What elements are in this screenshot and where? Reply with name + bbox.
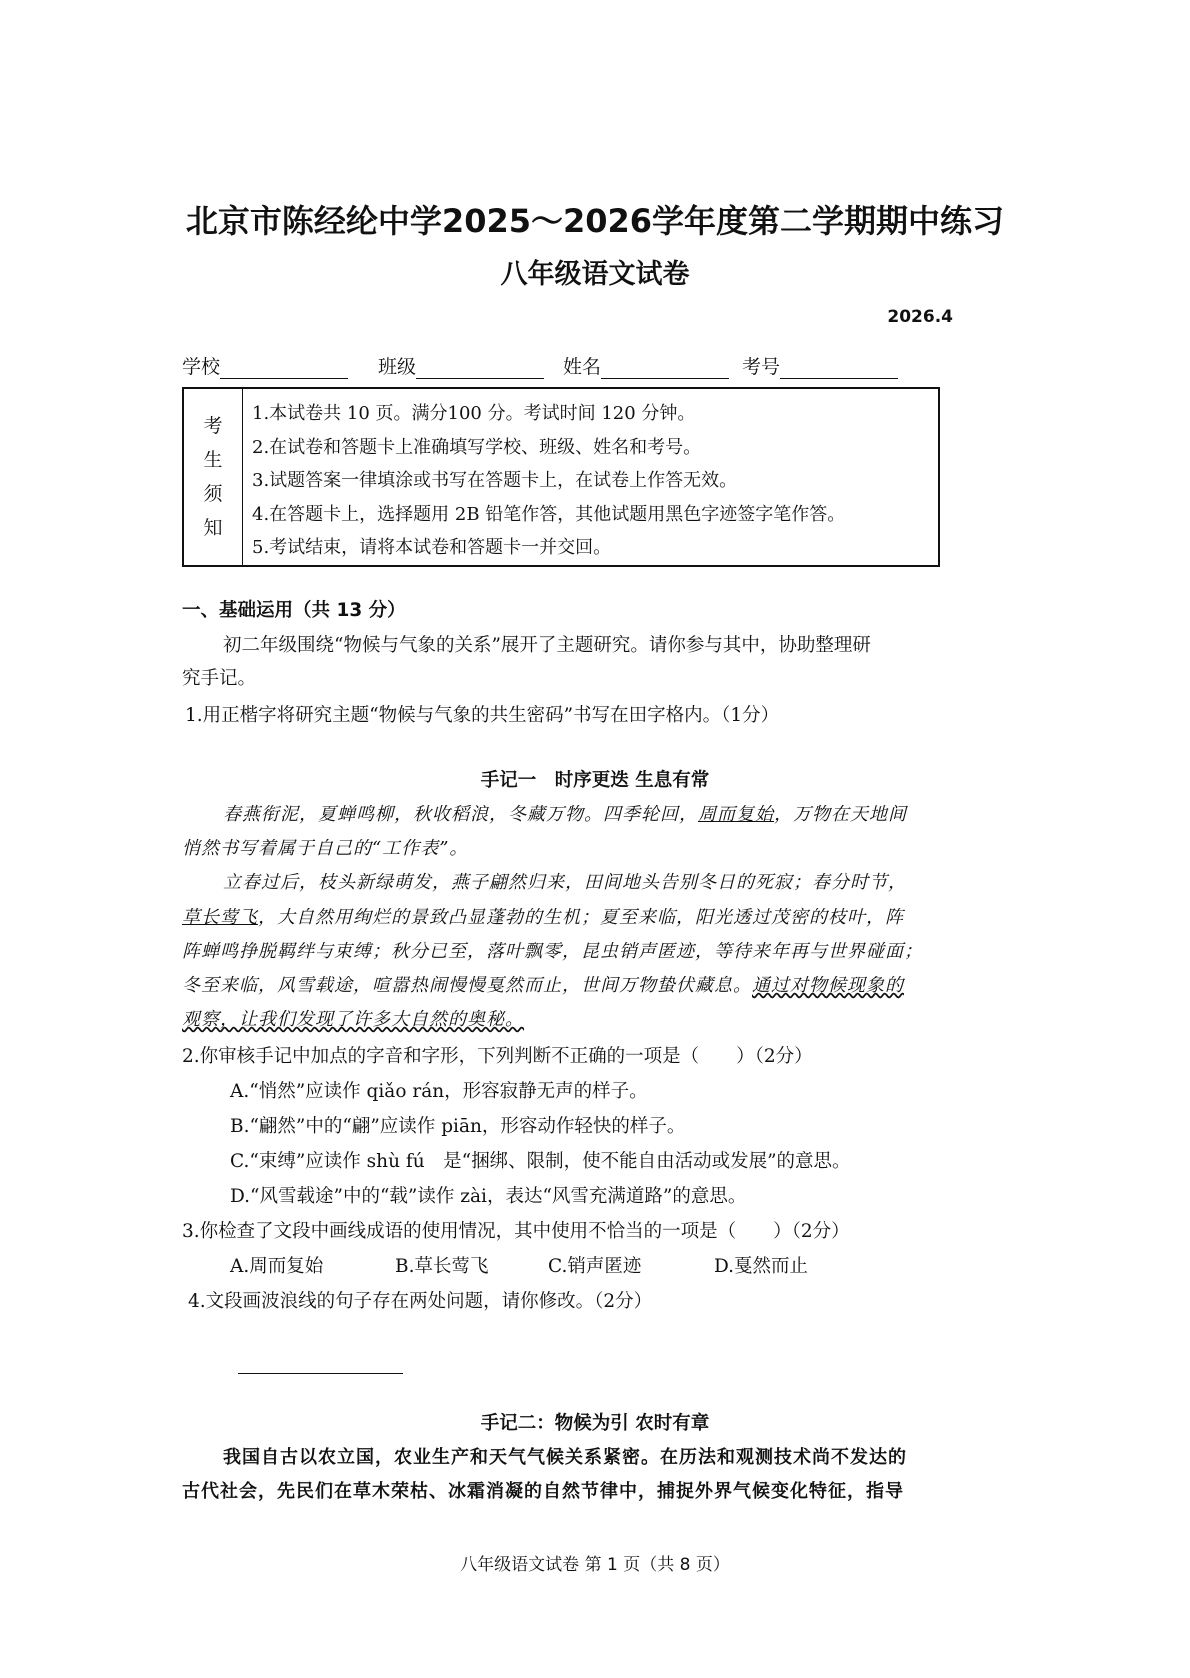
note-1-paragraph: [223, 800, 907, 826]
note-1-text: 春燕衔泥，夏蝉鸣柳，秋收稻浪，冬藏万物。四季轮回，: [223, 804, 698, 825]
q3-option-d[interactable]: D.戛然而止: [714, 1256, 809, 1277]
notice-line: 3.试题答案一律填涂或书写在答题卡上，在试卷上作答无效。: [252, 470, 738, 491]
notice-line: 4.在答题卡上，选择题用 2B 铅笔作答，其他试题用黑色字迹签字笔作答。: [252, 503, 846, 525]
note-1-text: ，万物在天地间: [774, 804, 907, 825]
idiom-underlined: 草长莺飞: [182, 907, 258, 928]
class-field[interactable]: [378, 352, 544, 379]
q3-option-c[interactable]: C.销声匿迹: [548, 1256, 642, 1277]
exam-date: 2026.4: [887, 307, 953, 327]
notice-list: [252, 397, 845, 565]
q3-option-a[interactable]: A.周而复始: [230, 1256, 324, 1277]
page-title: 北京市陈经纶中学2025～2026学年度第二学期期中练习: [185, 202, 1005, 240]
notice-label: [184, 389, 243, 565]
q2-option-b[interactable]: B.“翩然”中的“翩”应读作 piān，形容动作轻快的样子。: [230, 1116, 686, 1137]
note-1-text: ，大自然用绚烂的景致凸显蓬勃的生机；夏至来临，阳光透过茂密的枝叶，阵: [258, 907, 904, 928]
notice-label-char: 考: [203, 415, 223, 437]
school-label: 学校: [182, 356, 221, 378]
question-1: 1.用正楷字将研究主题“物候与气象的共生密码”书写在田字格内。（1分）: [185, 705, 780, 726]
notice-line: 2.在试卷和答题卡上准确填写学校、班级、姓名和考号。: [252, 436, 702, 458]
page-subtitle: 八年级语文试卷: [500, 259, 690, 290]
section-heading: 一、基础运用（共 13 分）: [182, 600, 406, 621]
note-1-paragraph: [182, 1005, 524, 1031]
wavy-sentence: 通过对物候现象的: [752, 975, 904, 996]
school-field[interactable]: [182, 352, 348, 379]
notice-label-char: 生: [203, 449, 223, 471]
notice-box: [182, 387, 940, 567]
answer-blank[interactable]: [238, 1373, 403, 1374]
note-1-text: 立春过后，枝头新绿萌发，燕子翩然归来，田间地头告别冬日的死寂；春分时节，: [223, 872, 907, 893]
note-1-paragraph: [182, 971, 904, 997]
name-field[interactable]: [563, 352, 729, 379]
note-1-text: 悄然书写着属于自己的“工作表”。: [182, 838, 469, 859]
notice-label-char: 须: [203, 483, 223, 505]
class-blank[interactable]: [416, 358, 544, 379]
question-4: 4.文段画波浪线的句子存在两处问题，请你修改。（2分）: [188, 1291, 653, 1312]
q2-option-a[interactable]: A.“悄然”应读作 qiǎo rán，形容寂静无声的样子。: [230, 1081, 648, 1102]
name-blank[interactable]: [601, 358, 729, 379]
exam-no-label: 考号: [742, 356, 781, 378]
question-3: 3.你检查了文段中画线成语的使用情况，其中使用不恰当的一项是（ ）（2分）: [182, 1221, 850, 1242]
note-1-heading: 手记一 时序更迭 生息有常: [480, 770, 710, 791]
q3-option-b[interactable]: B.草长莺飞: [395, 1256, 489, 1277]
exam-no-field[interactable]: [742, 352, 898, 379]
notice-line: 1.本试卷共 10 页。满分100 分。考试时间 120 分钟。: [252, 403, 696, 424]
notice-line: 5.考试结束，请将本试卷和答题卡一并交回。: [252, 537, 612, 558]
note-2-text: 古代社会，先民们在草木荣枯、冰霜消凝的自然节律中，捕捉外界气候变化特征，指导: [182, 1481, 904, 1502]
q2-option-d[interactable]: D.“风雪载途”中的“载”读作 zài，表达“风雪充满道路”的意思。: [230, 1186, 747, 1207]
school-blank[interactable]: [220, 358, 348, 379]
wavy-sentence: 观察，让我们发现了许多大自然的奥秘。: [182, 1009, 524, 1030]
page-footer: 八年级语文试卷 第 1 页（共 8 页）: [460, 1555, 730, 1575]
exam-no-blank[interactable]: [780, 358, 898, 379]
note-1-text: 阵蝉鸣挣脱羁绊与束缚；秋分已至，落叶飘零，昆虫销声匿迹，等待来年再与世界碰面；: [182, 941, 923, 962]
class-label: 班级: [378, 356, 417, 378]
note-2-heading: 手记二：物候为引 农时有章: [480, 1413, 710, 1434]
idiom-underlined: 周而复始: [698, 804, 774, 825]
q2-option-c[interactable]: C.“束缚”应读作 shù fú 是“捆绑、限制，使不能自由活动或发展”的意思。: [230, 1151, 851, 1172]
note-1-paragraph: [182, 903, 904, 929]
note-1-text: 冬至来临，风雪载途，喧嚣热闹慢慢戛然而止，世间万物蛰伏藏息。: [182, 975, 752, 996]
question-2: 2.你审核手记中加点的字音和字形，下列判断不正确的一项是（ ）（2分）: [182, 1046, 813, 1067]
notice-label-char: 知: [203, 517, 223, 539]
name-label: 姓名: [563, 356, 602, 378]
section-intro-line: 究手记。: [182, 668, 257, 689]
section-intro-line: 初二年级围绕“物候与气象的关系”展开了主题研究。请你参与其中，协助整理研: [223, 635, 871, 656]
note-2-text: 我国自古以农立国，农业生产和天气气候关系紧密。在历法和观测技术尚不发达的: [223, 1447, 907, 1468]
